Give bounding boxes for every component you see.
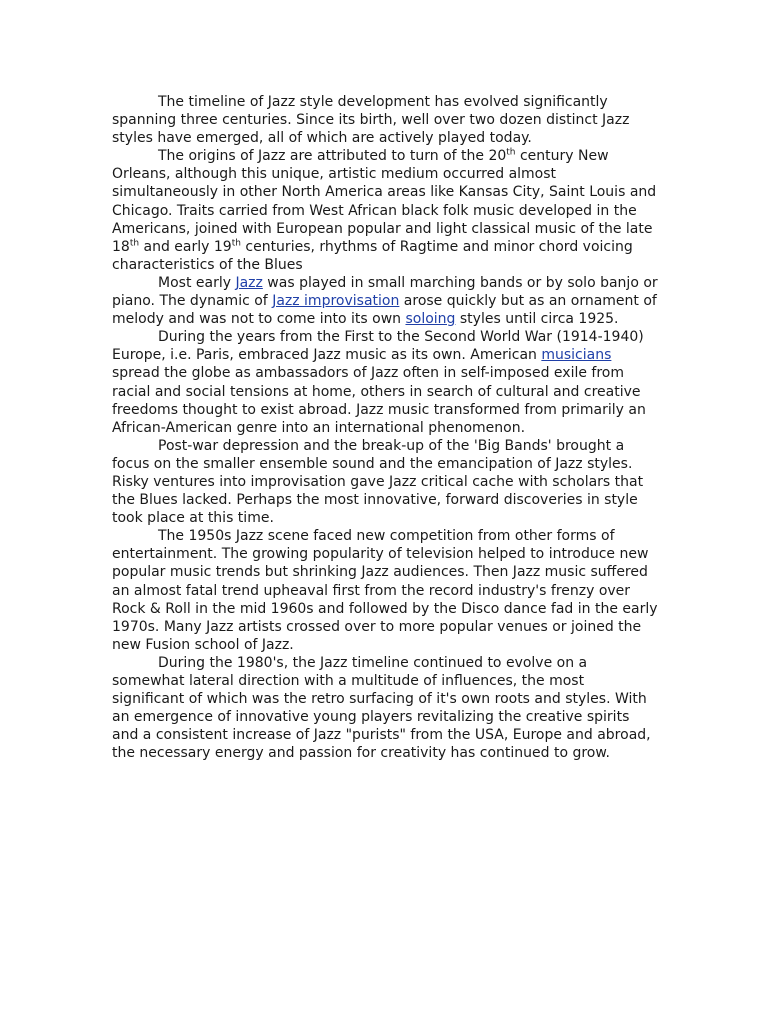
paragraph-text: The timeline of Jazz style development has evolved significantly spanning three centuries. Since its birth, well over two dozen distinct Jazz styles have emerged, all of which are actively played today.: [112, 94, 630, 147]
paragraph-1980s: [112, 654, 660, 763]
paragraph-text: Most early: [158, 274, 236, 291]
link-jazz[interactable]: Jazz: [235, 274, 263, 291]
link-soloing[interactable]: soloing: [405, 311, 456, 328]
paragraph-timeline: [112, 93, 660, 147]
paragraph-text: centuries, rhythms of Ragtime and minor chord voicing characteristics of the Blues: [112, 238, 633, 273]
link-musicians[interactable]: musicians: [541, 347, 612, 364]
paragraph-text: century New Orleans, although this unique, artistic medium occurred almost simultaneously in other North America areas like Kansas City, Saint Louis and Chicago. Traits carried from West African black folk music developed in the Americans, joined with European popular and light classical music of the late 18: [112, 148, 657, 255]
paragraph-1950s: [112, 527, 660, 654]
superscript: th: [231, 238, 241, 249]
link-jazz-improvisation[interactable]: Jazz improvisation: [272, 293, 400, 310]
paragraph-text: styles until circa 1925.: [455, 311, 619, 328]
paragraph-text: and early 19: [139, 238, 232, 255]
paragraph-world-wars: [112, 328, 660, 437]
document-body: [112, 93, 660, 762]
paragraph-text: The 1950s Jazz scene faced new competition from other forms of entertainment. The growing popularity of television helped to introduce new popular music trends but shrinking Jazz audiences. Then Jazz music suffered an almost fatal trend upheaval first from the record industry's frenzy over Rock & Roll in the mid 1960s and followed by the Disco dance fad in the early 1970s. Many Jazz artists crossed over to more popular venues or joined the new Fusion school of Jazz.: [112, 528, 658, 653]
paragraph-text: Post-war depression and the break-up of the 'Big Bands' brought a focus on the smaller ensemble sound and the emancipation of Jazz styles. Risky ventures into improvisation gave Jazz critical cache with scholars that the Blues lacked. Perhaps the most innovative, forward discoveries in style took place at this time.: [112, 437, 644, 527]
paragraph-text: During the 1980's, the Jazz timeline continued to evolve on a somewhat lateral direction with a multitude of influences, the most significant of which was the retro surfacing of it's own roots and styles. With an emergence of innovative young players revitalizing the creative spirits and a consistent increase of Jazz "purists" from the USA, Europe and abroad, the necessary energy and passion for creativity has continued to grow.: [112, 654, 651, 762]
paragraph-text: spread the globe as ambassadors of Jazz often in self-imposed exile from racial and social tensions at home, others in search of cultural and creative freedoms thought to exist abroad. Jazz music transformed from primarily an African-American genre into an international phenomenon.: [112, 365, 646, 436]
paragraph-text: The origins of Jazz are attributed to turn of the 20: [158, 148, 507, 165]
paragraph-text: During the years from the First to the Second World War (1914-1940) Europe, i.e. Paris, embraced Jazz music as its own. American: [112, 329, 644, 364]
paragraph-early-jazz: [112, 274, 660, 328]
paragraph-post-war: [112, 437, 660, 527]
paragraph-text: arose quickly but as an ornament of melody and was not to come into its own: [112, 293, 657, 328]
paragraph-text: was played in small marching bands or by solo banjo or piano. The dynamic of: [112, 274, 658, 310]
superscript: th: [129, 238, 140, 249]
paragraph-origins: [112, 147, 660, 274]
superscript: th: [506, 147, 516, 158]
